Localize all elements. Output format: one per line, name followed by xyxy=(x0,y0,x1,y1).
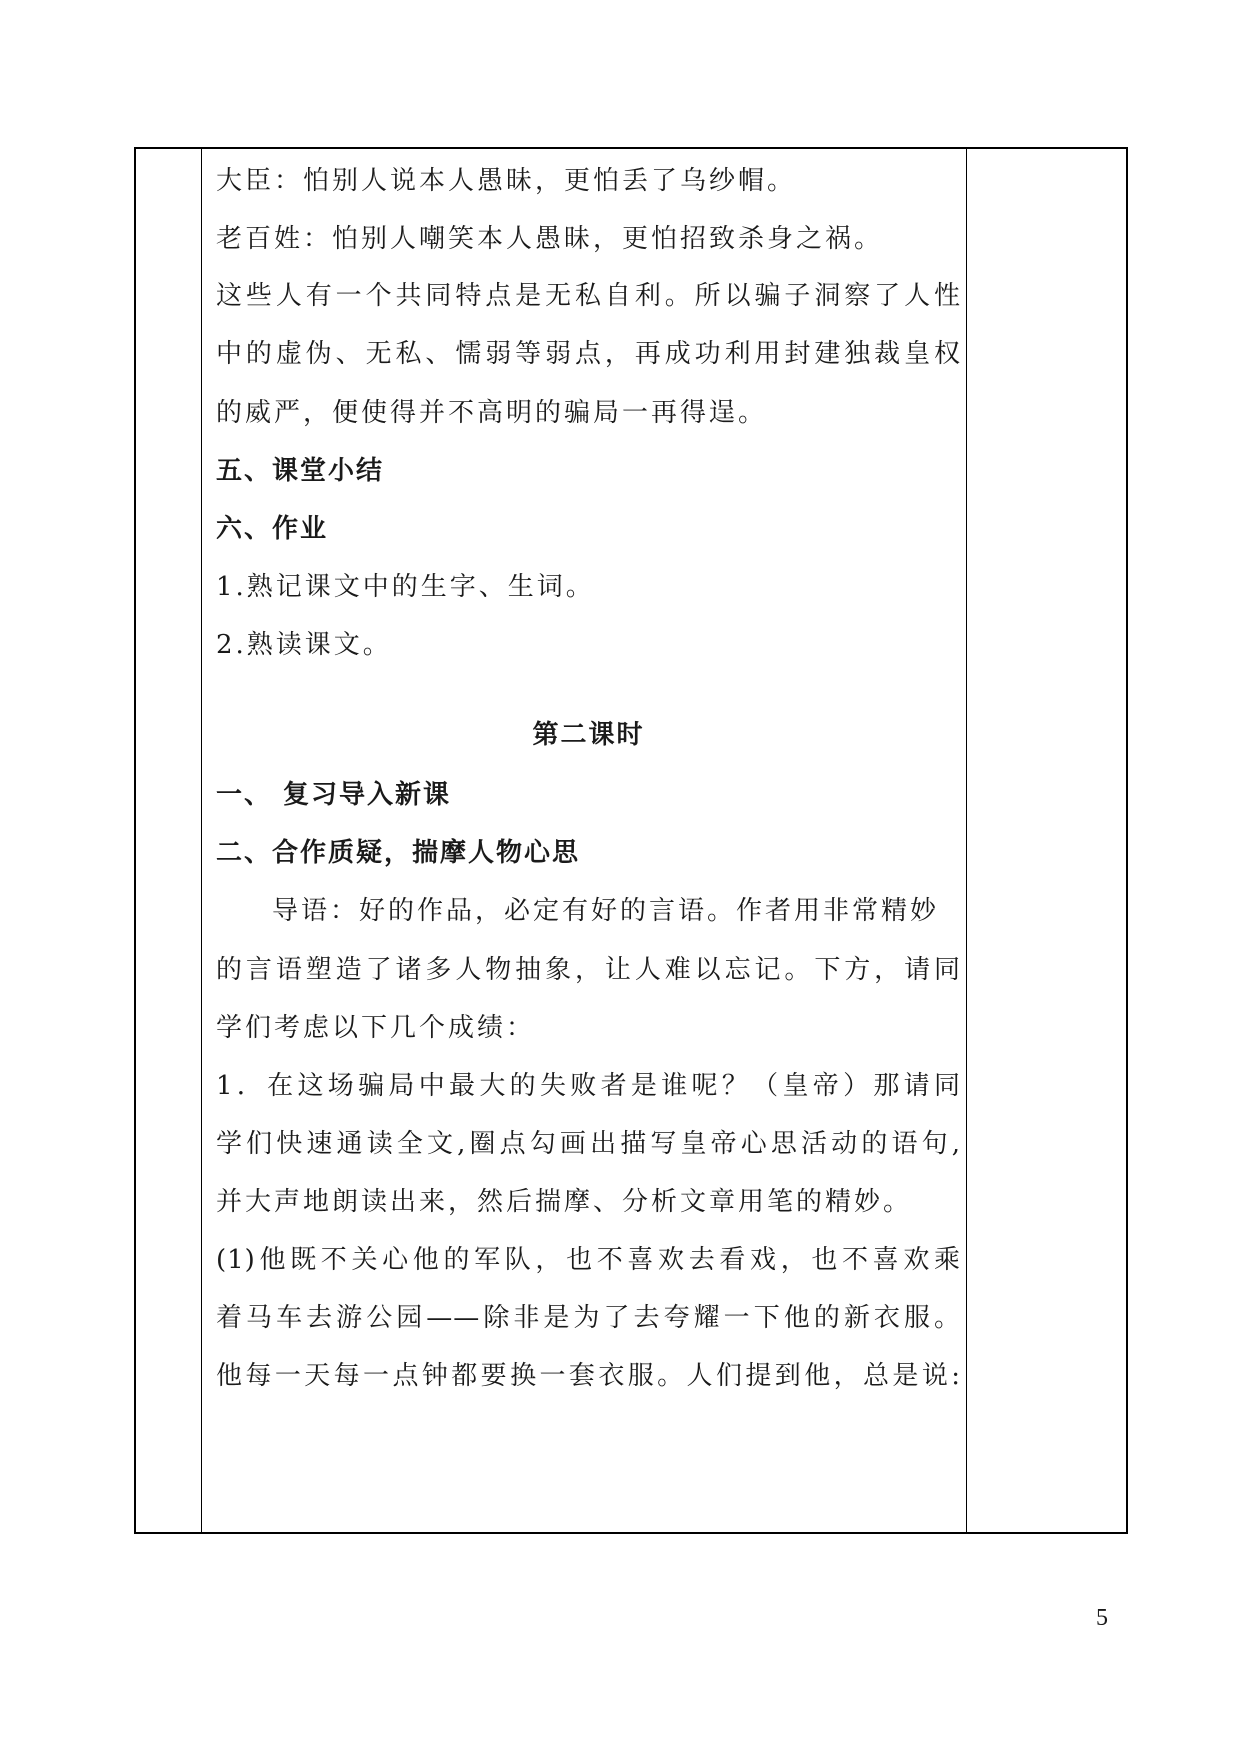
text-line: 这些人有一个共同特点是无私自利。所以骗子洞察了人性 xyxy=(216,281,961,311)
question-line: 1．在这场骗局中最大的失败者是谁呢？（皇帝）那请同 xyxy=(216,1071,961,1101)
homework-item: 2.熟读课文。 xyxy=(216,630,392,660)
section-heading: 六、作业 xyxy=(216,514,329,544)
quote-line: 着马车去游公园——除非是为了去夸耀一下他的新衣服。 xyxy=(216,1303,961,1333)
section-heading: 五、课堂小结 xyxy=(216,456,385,486)
text-line: 的言语塑造了诸多人物抽象，让人难以忘记。下方，请同 xyxy=(216,955,961,985)
table-column-divider-left xyxy=(201,149,202,1532)
section-heading: 二、合作质疑，揣摩人物心思 xyxy=(216,838,581,868)
text-line: 学们考虑以下几个成绩： xyxy=(216,1013,536,1043)
quote-line: 他每一天每一点钟都要换一套衣服。人们提到他，总是说: xyxy=(216,1361,961,1391)
quote-line: (1)他既不关心他的军队，也不喜欢去看戏，也不喜欢乘 xyxy=(216,1245,961,1275)
homework-item: 1.熟记课文中的生字、生词。 xyxy=(216,572,595,602)
text-line: 中的虚伪、无私、懦弱等弱点，再成功利用封建独裁皇权 xyxy=(216,339,961,369)
text-line: 老百姓：怕别人嘲笑本人愚昧，更怕招致杀身之祸。 xyxy=(216,224,884,254)
text-line: 大臣：怕别人说本人愚昧，更怕丢了乌纱帽。 xyxy=(216,166,797,196)
text-line: 的威严，便使得并不高明的骗局一再得逞。 xyxy=(216,398,768,428)
question-line: 学们快速通读全文,圈点勾画出描写皇帝心思活动的语句, xyxy=(216,1129,961,1159)
question-line: 并大声地朗读出来，然后揣摩、分析文章用笔的精妙。 xyxy=(216,1187,913,1217)
lesson-period-title: 第二课时 xyxy=(532,720,645,750)
text-line: 导语：好的作品，必定有好的言语。作者用非常精妙 xyxy=(272,896,940,926)
section-heading: 一、 复习导入新课 xyxy=(216,780,452,810)
table-column-divider-right xyxy=(966,149,967,1532)
page-number: 5 xyxy=(1096,1605,1108,1631)
lesson-table xyxy=(134,147,1128,1534)
